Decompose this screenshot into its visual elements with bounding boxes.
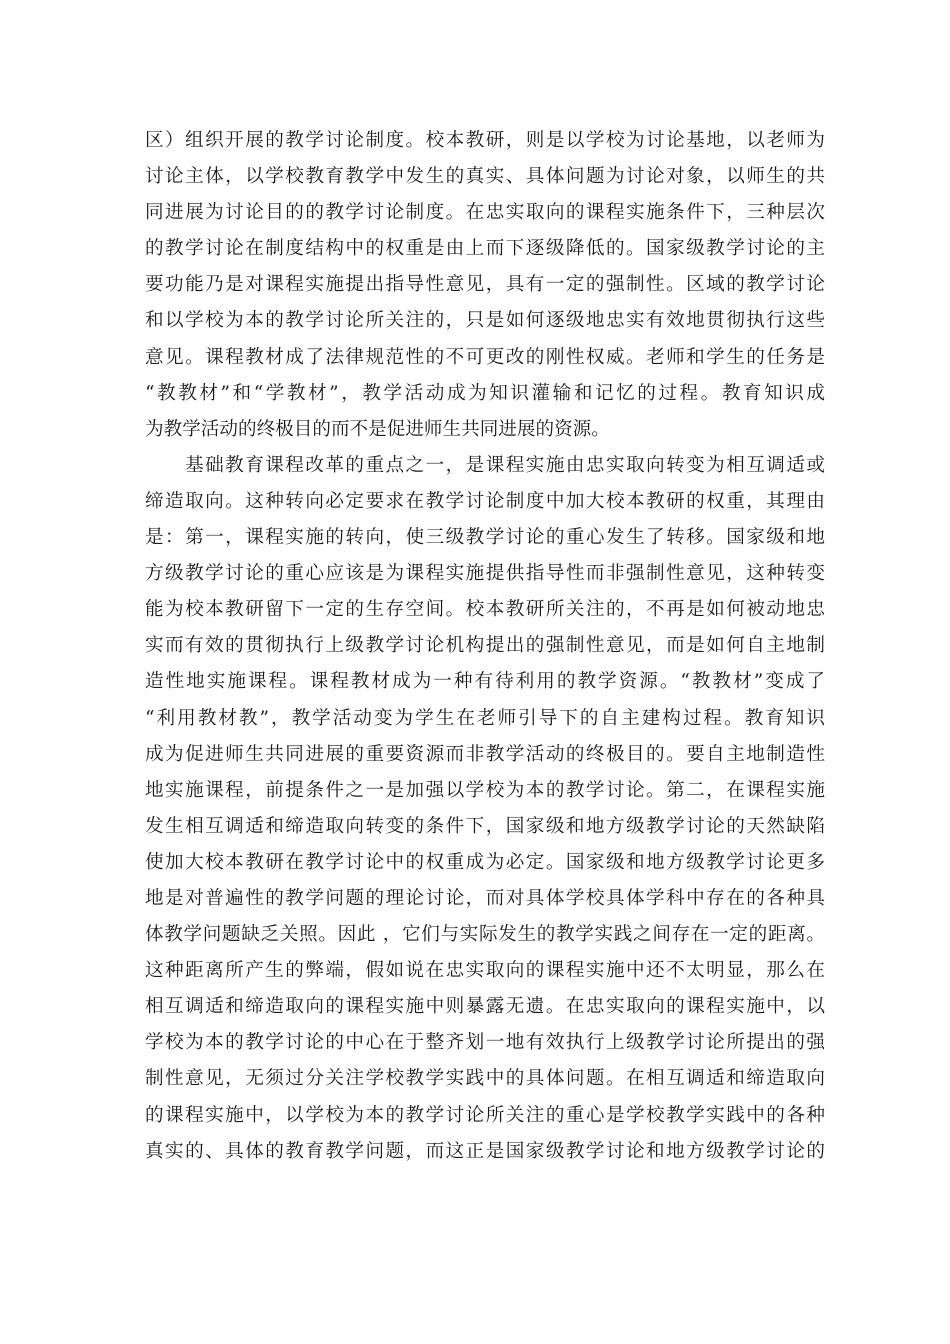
- text-line: 成为促进师生共同进展的重要资源而非教学活动的终极目的。要自主地制造性: [145, 743, 825, 765]
- text-line: 的课程实施中，以学校为本的教学讨论所关注的重心是学校教学实践中的各种: [145, 1104, 825, 1126]
- text-line: 同进展为讨论目的的教学讨论制度。在忠实取向的课程实施条件下，三种层次: [145, 202, 825, 224]
- text-line: 意见。课程教材成了法律规范性的不可更改的刚性权威。老师和学生的任务是: [145, 346, 825, 368]
- text-line: 方级教学讨论的重心应该是为课程实施提供指导性而非强制性意见，这种转变: [145, 563, 825, 585]
- text-line: 是：第一，课程实施的转向，使三级教学讨论的重心发生了转移。国家级和地: [145, 527, 825, 549]
- text-line: 制性意见，无须过分关注学校教学实践中的具体问题。在相互调适和缔造取向: [145, 1068, 825, 1090]
- text-line: 发生相互调适和缔造取向转变的条件下，国家级和地方级教学讨论的天然缺陷: [145, 815, 825, 837]
- text-line: 为教学活动的终极目的而不是促进师生共同进展的资源。: [145, 418, 610, 440]
- text-line: 的教学讨论在制度结构中的权重是由上而下逐级降低的。国家级教学讨论的主: [145, 238, 825, 260]
- text-line: 缔造取向。这种转向必定要求在教学讨论制度中加大校本教研的权重，其理由: [145, 490, 825, 512]
- text-line: 体教学问题缺乏关照。因此 ，它们与实际发生的教学实践之间存在一定的距离。: [145, 924, 825, 946]
- body-text: [145, 123, 825, 1170]
- text-line: “教教材”和“学教材”，教学活动成为知识灌输和记忆的过程。教育知识成: [145, 382, 825, 404]
- text-line: 相互调适和缔造取向的课程实施中则暴露无遗。在忠实取向的课程实施中，以: [145, 996, 825, 1018]
- text-line: 区）组织开展的教学讨论制度。校本教研，则是以学校为讨论基地，以老师为: [145, 130, 825, 151]
- text-line: 要功能乃是对课程实施提出指导性意见，具有一定的强制性。区域的教学讨论: [145, 274, 825, 296]
- text-line: 实而有效的贯彻执行上级教学讨论机构提出的强制性意见，而是如何自主地制: [145, 635, 825, 657]
- text-line: 造性地实施课程。课程教材成为一种有待利用的教学资源。“教教材”变成了: [145, 671, 825, 693]
- text-line: 地是对普遍性的教学问题的理论讨论，而对具体学校具体学科中存在的各种具: [145, 887, 825, 909]
- text-line: 这种距离所产生的弊端，假如说在忠实取向的课程实施中还不太明显，那么在: [145, 960, 825, 982]
- text-line: 使加大校本教研在教学讨论中的权重成为必定。国家级和地方级教学讨论更多: [145, 851, 825, 873]
- text-line: 基础教育课程改革的重点之一，是课程实施由忠实取向转变为相互调适或: [145, 454, 825, 476]
- text-line: 真实的、具体的教育教学问题，而这正是国家级教学讨论和地方级教学讨论的: [145, 1140, 825, 1162]
- text-line: 和以学校为本的教学讨论所关注的，只是如何逐级地忠实有效地贯彻执行这些: [145, 310, 825, 332]
- text-line: 学校为本的教学讨论的中心在于整齐划一地有效执行上级教学讨论所提出的强: [145, 1032, 825, 1054]
- text-line: 讨论主体，以学校教育教学中发生的真实、具体问题为讨论对象，以师生的共: [145, 166, 825, 188]
- text-line: 能为校本教研留下一定的生存空间。校本教研所关注的，不再是如何被动地忠: [145, 599, 825, 621]
- text-line: 地实施课程，前提条件之一是加强以学校为本的教学讨论。第二，在课程实施: [145, 779, 825, 801]
- text-line: “利用教材教”，教学活动变为学生在老师引导下的自主建构过程。教育知识: [145, 707, 825, 729]
